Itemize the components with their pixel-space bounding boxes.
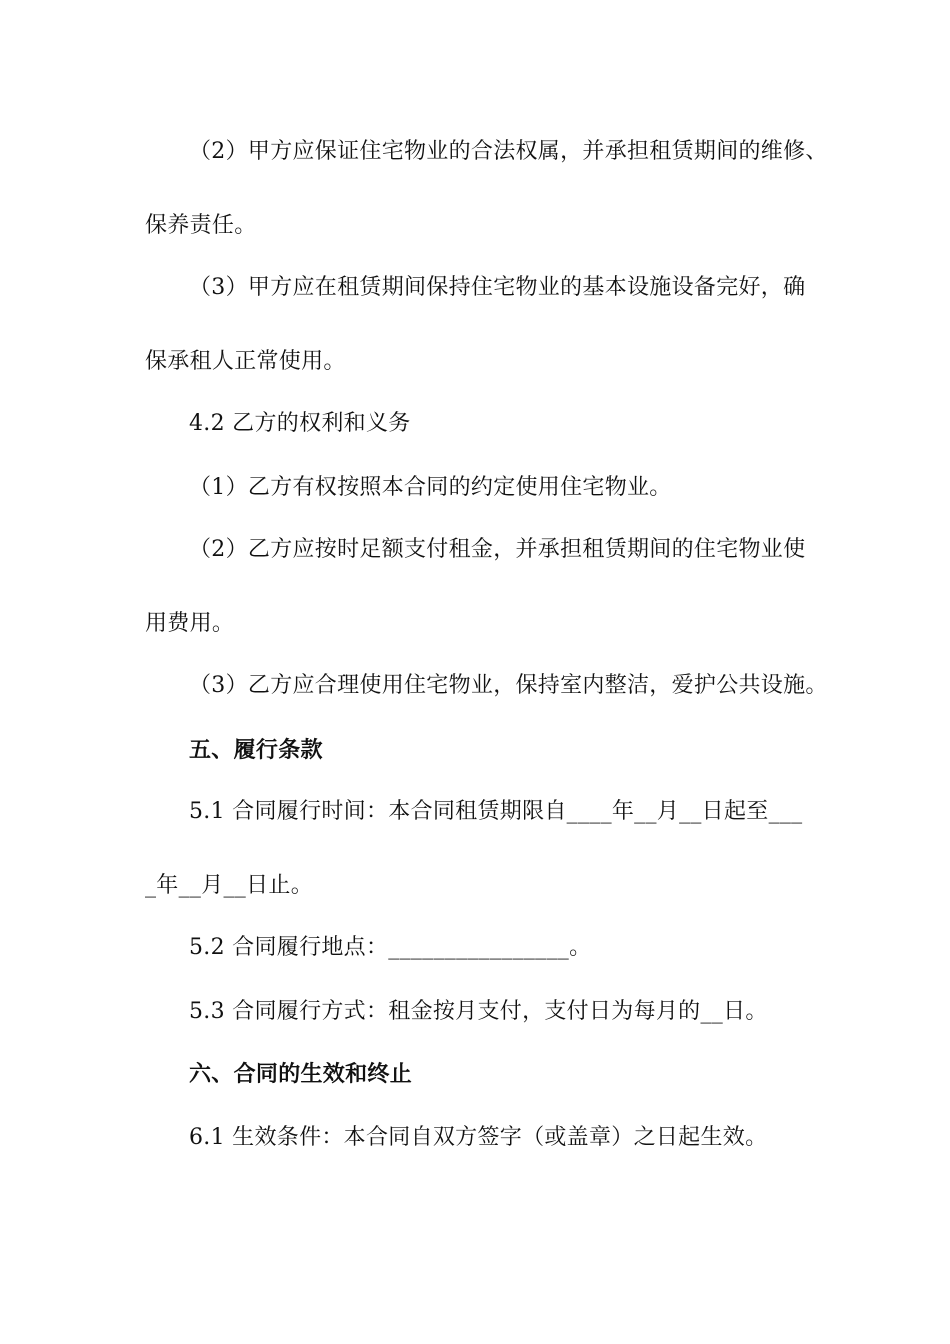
paragraph-line: 5.1 合同履行时间：本合同租赁期限自____年__月__日起至___ [189,799,803,824]
paragraph-line: 保养责任。 [145,213,257,238]
paragraph-line: （3）乙方应合理使用住宅物业，保持室内整洁，爱护公共设施。 [189,673,828,698]
paragraph-line: 用费用。 [145,611,235,636]
section-heading: 六、合同的生效和终止 [189,1061,413,1087]
paragraph-line: （3）甲方应在租赁期间保持住宅物业的基本设施设备完好，确 [189,275,806,300]
paragraph-line: 5.2 合同履行地点：________________。 [189,935,592,960]
section-heading: 五、履行条款 [189,737,323,763]
paragraph-line: 6.1 生效条件：本合同自双方签字（或盖章）之日起生效。 [189,1125,768,1150]
paragraph-line: （2）乙方应按时足额支付租金，并承担租赁期间的住宅物业使 [189,537,806,562]
paragraph-line: （1）乙方有权按照本合同的约定使用住宅物业。 [189,475,672,500]
paragraph-line: _年__月__日止。 [145,873,314,898]
subheading: 4.2 乙方的权利和义务 [189,411,411,436]
paragraph-line: （2）甲方应保证住宅物业的合法权属，并承担租赁期间的维修、 [189,139,828,164]
paragraph-line: 5.3 合同履行方式：租金按月支付，支付日为每月的__日。 [189,999,768,1024]
paragraph-line: 保承租人正常使用。 [145,349,346,374]
